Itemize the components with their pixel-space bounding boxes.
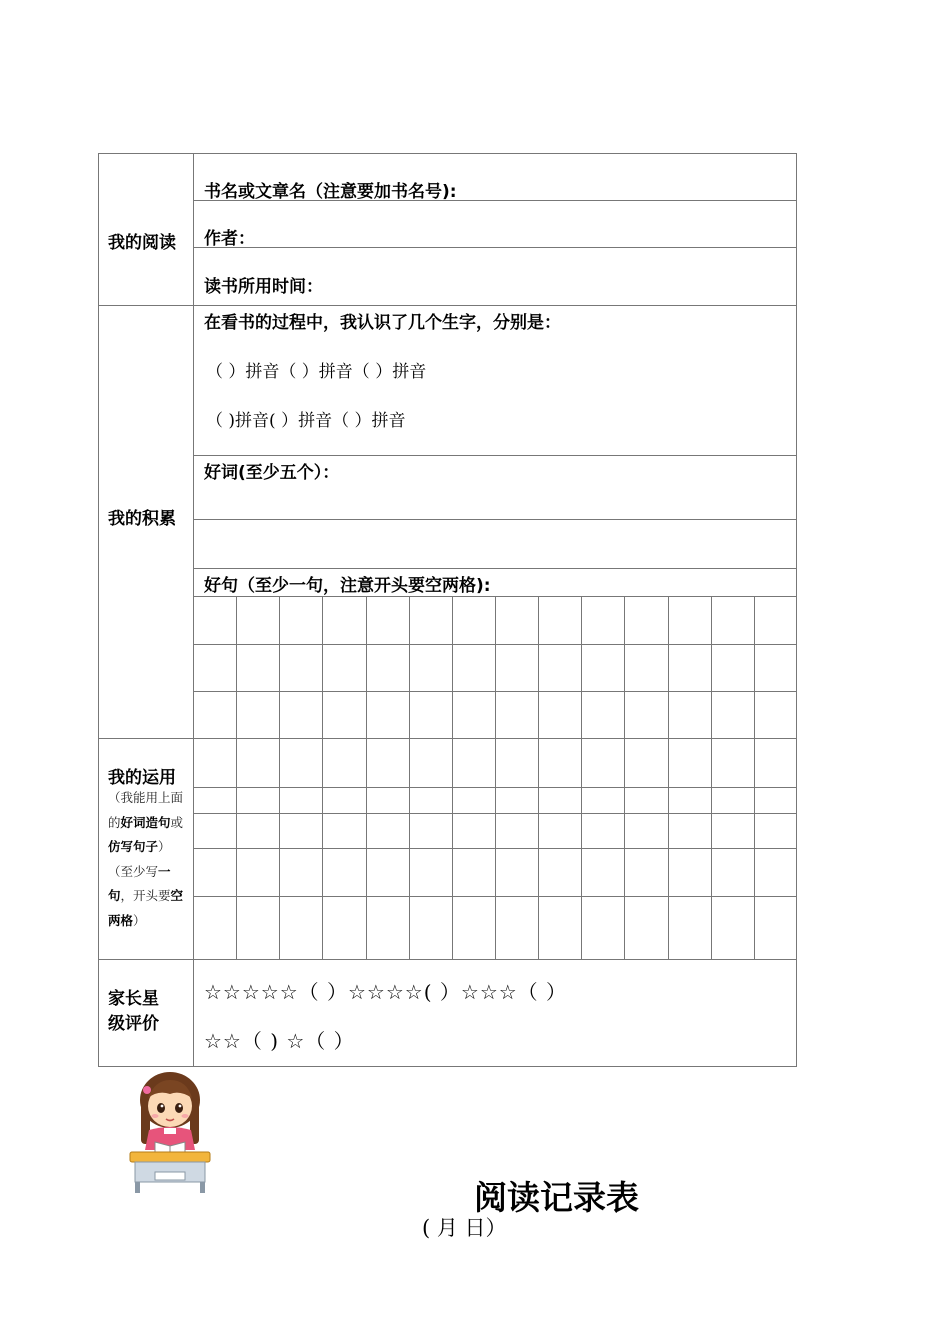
grid-row-line (193, 738, 797, 739)
reading-record-form (98, 153, 797, 1067)
time-used-field[interactable]: 读书所用时间： (204, 277, 323, 297)
section-label-application: 我的运用 (108, 768, 176, 788)
section-divider (98, 305, 797, 306)
application-note: （我能用上面的好词造句或仿写句子）（至少写一句，开头要空两格） (108, 790, 184, 928)
row-divider (193, 519, 797, 520)
grid-column-line (754, 596, 755, 959)
grid-column-line (366, 596, 367, 959)
author-field[interactable]: 作者： (204, 229, 255, 249)
row-divider (193, 247, 797, 248)
grid-column-line (495, 596, 496, 959)
grid-column-line (236, 596, 237, 959)
rating-stars-line-2[interactable]: ☆☆（ ) ☆（ ） (204, 1029, 355, 1053)
section-label-parent-rating-2: 级评价 (108, 1014, 159, 1034)
date-field[interactable]: ( 月 日） (422, 1216, 507, 1240)
grid-column-line (322, 596, 323, 959)
grid-column-line (279, 596, 280, 959)
section-label-accumulation: 我的积累 (108, 509, 176, 529)
grid-column-line (452, 596, 453, 959)
grid-row-line (193, 896, 797, 897)
grid-row-line (193, 848, 797, 849)
grid-column-line (711, 596, 712, 959)
page-title: 阅读记录表 (474, 1178, 639, 1217)
row-divider (193, 455, 797, 456)
pinyin-row-2[interactable]: （ )拼音( ）拼音（ ）拼音 (206, 411, 406, 431)
grid-column-line (409, 596, 410, 959)
grid-row-line (193, 644, 797, 645)
section-divider (98, 959, 797, 960)
good-words-field[interactable]: 好词(至少五个）： (204, 463, 340, 483)
section-label-reading: 我的阅读 (108, 233, 176, 253)
girl-reading-icon (125, 1068, 215, 1194)
grid-row-line (193, 691, 797, 692)
pinyin-row-1[interactable]: （ ）拼音（ ）拼音（ ）拼音 (206, 362, 427, 382)
grid-column-line (624, 596, 625, 959)
rating-stars-line-1[interactable]: ☆☆☆☆☆（ ）☆☆☆☆( ）☆☆☆（ ） (204, 980, 568, 1004)
grid-column-line (668, 596, 669, 959)
new-characters-prompt: 在看书的过程中，我认识了几个生字，分别是： (204, 313, 561, 333)
grid-column-line (581, 596, 582, 959)
good-sentences-field[interactable]: 好句（至少一句，注意开头要空两格): (204, 576, 491, 596)
grid-column-line (538, 596, 539, 959)
label-column-divider (193, 153, 194, 1067)
form-border (98, 153, 797, 1067)
grid-row-line (193, 787, 797, 788)
book-name-field[interactable]: 书名或文章名（注意要加书名号): (204, 182, 457, 202)
section-label-parent-rating-1: 家长星 (108, 989, 159, 1009)
row-divider (193, 568, 797, 569)
grid-row-line (193, 813, 797, 814)
